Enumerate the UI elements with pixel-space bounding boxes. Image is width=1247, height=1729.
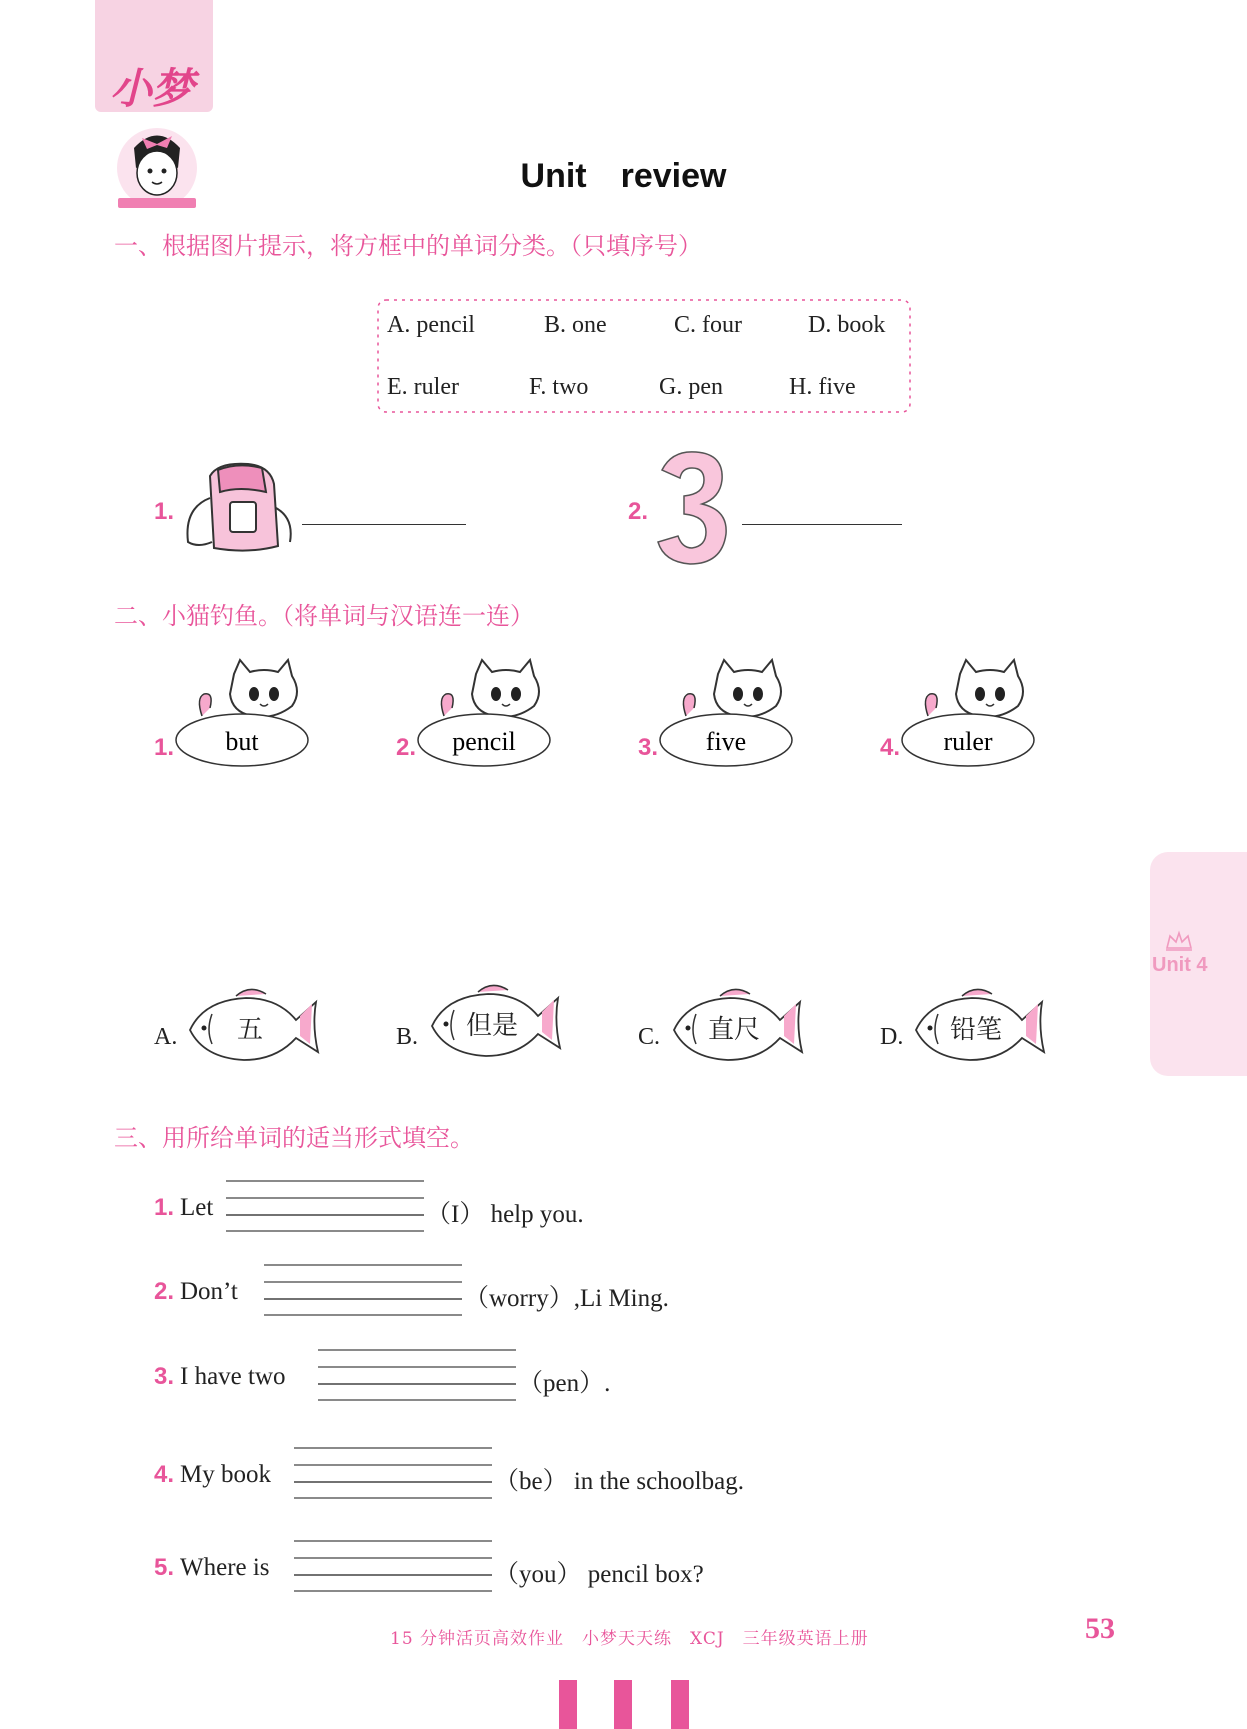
fill-in-item (154, 1349, 854, 1405)
item-number: 2. (154, 1278, 175, 1305)
word-bank-item: D. book (808, 312, 886, 338)
page-number: 53 (1085, 1612, 1115, 1645)
fill-in-item (154, 1447, 874, 1503)
item-number: 3. (154, 1363, 175, 1390)
fish-word: 但是 (465, 1011, 519, 1041)
fill-in-item (154, 1264, 854, 1320)
item-text-after: （I） help you. (426, 1201, 584, 1228)
four-line-writing-grid[interactable] (294, 1540, 492, 1592)
fish-icon (426, 976, 566, 1060)
item-text-before: Where is (180, 1554, 270, 1581)
section-2-heading (114, 596, 534, 631)
item-number: 1. (154, 1194, 175, 1221)
cat-item (638, 658, 808, 768)
cat-number: 2. (396, 734, 417, 761)
fish-item (396, 976, 566, 1060)
cat-number: 1. (154, 734, 175, 761)
fish-letter: D. (880, 1024, 904, 1050)
item-text-after: （worry）,Li Ming. (464, 1285, 669, 1312)
cat-word: but (225, 727, 259, 756)
footer-text: 15 分钟活页高效作业 小梦天天练 XCJ 三年级英语上册 (390, 1629, 869, 1649)
fish-icon (910, 980, 1050, 1064)
cat-icon (658, 658, 808, 768)
fish-word: 直尺 (707, 1015, 761, 1045)
fill-in-item (154, 1540, 854, 1596)
item-text-after: （be） in the schoolbag. (494, 1468, 744, 1495)
fish-word: 五 (236, 1015, 264, 1045)
item-text-before: Let (180, 1194, 214, 1221)
schoolbag-icon (178, 458, 298, 558)
cat-number: 3. (638, 734, 659, 761)
cat-item (154, 658, 324, 768)
word-bank-item: E. ruler (387, 374, 459, 400)
cat-icon (174, 658, 324, 768)
question-number: 1. (154, 498, 175, 525)
fill-in-item (154, 1180, 854, 1236)
cat-icon (900, 658, 1050, 768)
question-number: 2. (628, 498, 649, 525)
section-1-heading (114, 226, 702, 261)
word-bank-item: F. two (529, 374, 589, 400)
unit-side-tab-label: Unit 4 (1152, 954, 1208, 976)
cat-item (396, 658, 566, 768)
fish-icon (668, 980, 808, 1064)
cat-word: ruler (943, 727, 993, 756)
four-line-writing-grid[interactable] (264, 1264, 462, 1316)
word-bank-item: H. five (789, 374, 856, 400)
item-number: 5. (154, 1554, 175, 1581)
decorative-bar (614, 1680, 632, 1729)
section-2-hint: （将单词与汉语连一连） (282, 602, 534, 630)
cat-word: five (705, 727, 747, 756)
item-text-after: （you） pencil box? (494, 1561, 704, 1588)
crown-icon (1164, 930, 1194, 952)
cat-item (880, 658, 1050, 768)
word-bank-item: B. one (544, 312, 607, 338)
number-three-icon (652, 448, 732, 568)
fish-letter: A. (154, 1024, 178, 1050)
answer-line[interactable] (302, 524, 466, 525)
section-3-heading: 三、用所给单词的适当形式填空。 (114, 1124, 474, 1152)
word-bank-item: G. pen (659, 374, 723, 400)
fish-item (638, 980, 808, 1064)
section-1-heading-text: 一、根据图片提示，将方框中的单词分类。 (114, 232, 570, 260)
answer-line[interactable] (742, 524, 902, 525)
fish-item (154, 980, 324, 1064)
fish-icon (184, 980, 324, 1064)
word-bank-item: A. pencil (387, 312, 475, 338)
cat-word: pencil (452, 727, 516, 756)
item-text-before: My book (180, 1461, 271, 1488)
brand-logo: 小梦 (110, 64, 195, 113)
item-text-after: （pen）. (518, 1370, 611, 1397)
item-text-before: Don’t (180, 1278, 238, 1305)
cat-number: 4. (880, 734, 901, 761)
page-title: Unit review (520, 157, 727, 195)
fish-word: 铅笔 (949, 1015, 1003, 1045)
fish-letter: C. (638, 1024, 661, 1050)
four-line-writing-grid[interactable] (294, 1447, 492, 1499)
cat-icon (416, 658, 566, 768)
four-line-writing-grid[interactable] (226, 1180, 424, 1232)
section-2-heading-text: 二、小猫钓鱼。 (114, 602, 282, 630)
decorative-bar (559, 1680, 577, 1729)
fish-item (880, 980, 1050, 1064)
decorative-bar (671, 1680, 689, 1729)
item-text-before: I have two (180, 1363, 286, 1390)
item-number: 4. (154, 1461, 175, 1488)
section-1-hint: （只填序号） (570, 232, 702, 260)
fish-letter: B. (396, 1024, 419, 1050)
word-bank-item: C. four (674, 312, 742, 338)
four-line-writing-grid[interactable] (318, 1349, 516, 1401)
